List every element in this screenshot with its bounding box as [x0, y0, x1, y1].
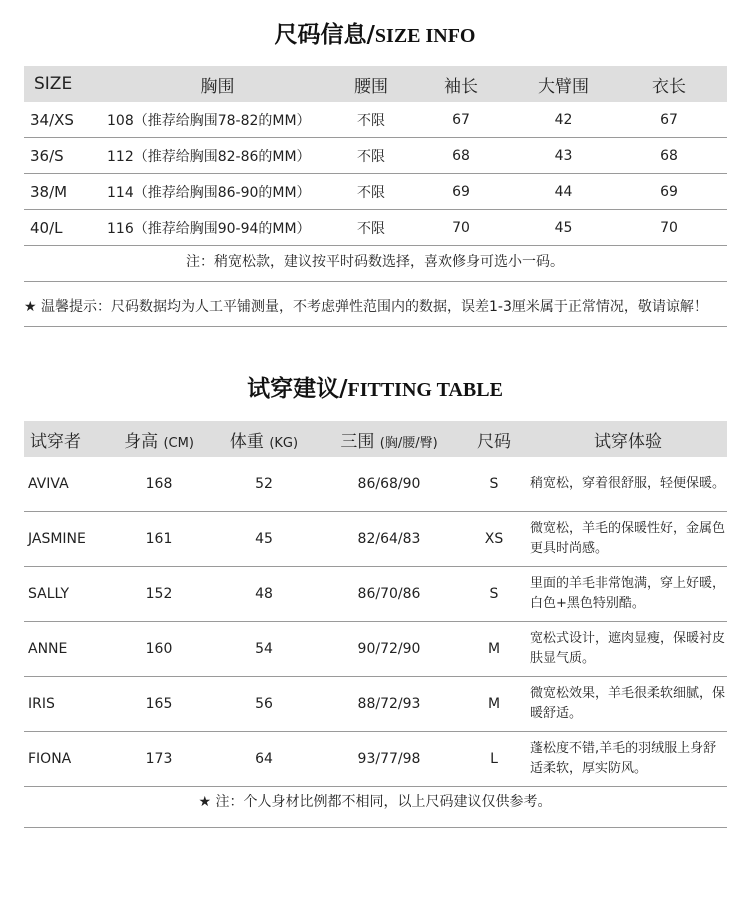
fitting-table-title [0, 370, 750, 403]
cell-waist: 不限 [336, 138, 406, 174]
cell-size: L [459, 732, 529, 787]
cell-arm: 44 [516, 174, 611, 210]
cell-waist: 不限 [336, 210, 406, 246]
header-height-label: 身高 [124, 431, 159, 452]
cell-height: 152 [109, 567, 209, 622]
cell-size: 36/S [24, 138, 99, 174]
header-sleeve: 袖长 [406, 66, 516, 102]
header-height [109, 421, 209, 457]
cell-experience: 里面的羊毛非常饱满，穿上好暖，白色+黑色特别酷。 [529, 567, 727, 622]
cell-arm: 43 [516, 138, 611, 174]
cell-measure: 93/77/98 [319, 732, 459, 787]
fitting-table-header [24, 421, 727, 457]
header-tester: 试穿者 [24, 421, 109, 457]
cell-height: 161 [109, 512, 209, 567]
cell-size: M [459, 677, 529, 732]
header-weight-unit: (KG) [269, 435, 299, 451]
header-length: 衣长 [611, 66, 727, 102]
header-size: 尺码 [459, 421, 529, 457]
cell-size: XS [459, 512, 529, 567]
cell-measure: 90/72/90 [319, 622, 459, 677]
cell-experience: 微宽松，羊毛的保暖性好，金属色更具时尚感。 [529, 512, 727, 567]
cell-weight: 48 [209, 567, 319, 622]
cell-tester: IRIS [24, 677, 109, 732]
cell-height: 165 [109, 677, 209, 732]
cell-height: 168 [109, 457, 209, 512]
cell-tester: SALLY [24, 567, 109, 622]
cell-length: 67 [611, 102, 727, 138]
cell-size: S [459, 567, 529, 622]
cell-weight: 56 [209, 677, 319, 732]
cell-experience: 稍宽松，穿着很舒服，轻便保暖。 [529, 457, 727, 512]
cell-weight: 54 [209, 622, 319, 677]
header-experience: 试穿体验 [529, 421, 727, 457]
cell-chest: 114（推荐给胸围86-90的MM） [99, 174, 336, 210]
cell-experience: 宽松式设计，遮肉显瘦，保暖衬皮肤显气质。 [529, 622, 727, 677]
cell-length: 70 [611, 210, 727, 246]
cell-sleeve: 69 [406, 174, 516, 210]
divider [24, 281, 727, 282]
cell-weight: 64 [209, 732, 319, 787]
fitting-row [24, 732, 727, 787]
fitting-row [24, 567, 727, 622]
cell-height: 160 [109, 622, 209, 677]
cell-waist: 不限 [336, 102, 406, 138]
cell-waist: 不限 [336, 174, 406, 210]
fitting-title-en: FITTING TABLE [347, 379, 503, 401]
fitting-row [24, 512, 727, 567]
header-measure [319, 421, 459, 457]
cell-measure: 82/64/83 [319, 512, 459, 567]
cell-size: 38/M [24, 174, 99, 210]
cell-chest: 112（推荐给胸围82-86的MM） [99, 138, 336, 174]
size-row [24, 138, 727, 174]
cell-experience: 蓬松度不错,羊毛的羽绒服上身舒适柔软，厚实防风。 [529, 732, 727, 787]
size-table [24, 66, 727, 246]
cell-size: M [459, 622, 529, 677]
cell-length: 69 [611, 174, 727, 210]
header-height-unit: (CM) [163, 435, 194, 451]
cell-tester: JASMINE [24, 512, 109, 567]
cell-arm: 42 [516, 102, 611, 138]
header-weight [209, 421, 319, 457]
header-waist: 腰围 [336, 66, 406, 102]
cell-sleeve: 70 [406, 210, 516, 246]
cell-height: 173 [109, 732, 209, 787]
cell-chest: 108（推荐给胸围78-82的MM） [99, 102, 336, 138]
divider [24, 326, 727, 327]
size-row [24, 102, 727, 138]
size-row [24, 210, 727, 246]
header-size: SIZE [24, 66, 99, 102]
size-note: 注：稍宽松款，建议按平时码数选择，喜欢修身可选小一码。 [186, 254, 564, 270]
header-measure-unit: (胸/腰/臀) [379, 435, 438, 451]
fitting-row [24, 622, 727, 677]
size-info-title-en: SIZE INFO [374, 25, 476, 47]
cell-tester: ANNE [24, 622, 109, 677]
cell-weight: 45 [209, 512, 319, 567]
cell-measure: 86/70/86 [319, 567, 459, 622]
cell-sleeve: 68 [406, 138, 516, 174]
cell-measure: 86/68/90 [319, 457, 459, 512]
size-table-header [24, 66, 727, 102]
cell-size: S [459, 457, 529, 512]
divider [24, 827, 727, 828]
size-row [24, 174, 727, 210]
cell-weight: 52 [209, 457, 319, 512]
header-measure-label: 三围 [340, 431, 375, 452]
cell-measure: 88/72/93 [319, 677, 459, 732]
fitting-row [24, 677, 727, 732]
header-weight-label: 体重 [229, 431, 264, 452]
cell-sleeve: 67 [406, 102, 516, 138]
size-info-title-zh: 尺码信息/ [274, 22, 375, 48]
cell-size: 34/XS [24, 102, 99, 138]
header-chest: 胸围 [99, 66, 336, 102]
header-arm: 大臂围 [516, 66, 611, 102]
size-info-title [0, 16, 750, 49]
cell-size: 40/L [24, 210, 99, 246]
cell-chest: 116（推荐给胸围90-94的MM） [99, 210, 336, 246]
cell-experience: 微宽松效果，羊毛很柔软细腻，保暖舒适。 [529, 677, 727, 732]
fitting-note: ★ 注：个人身材比例都不相同，以上尺码建议仅供参考。 [198, 794, 552, 810]
cell-tester: AVIVA [24, 457, 109, 512]
cell-tester: FIONA [24, 732, 109, 787]
fitting-row [24, 457, 727, 512]
cell-arm: 45 [516, 210, 611, 246]
warm-tip: ★ 温馨提示：尺码数据均为人工平铺测量，不考虑弹性范围内的数据，误差1-3厘米属于正常情况，敬请谅解！ [24, 299, 708, 315]
fitting-title-zh: 试穿建议/ [247, 376, 348, 402]
fitting-table [24, 421, 727, 787]
cell-length: 68 [611, 138, 727, 174]
